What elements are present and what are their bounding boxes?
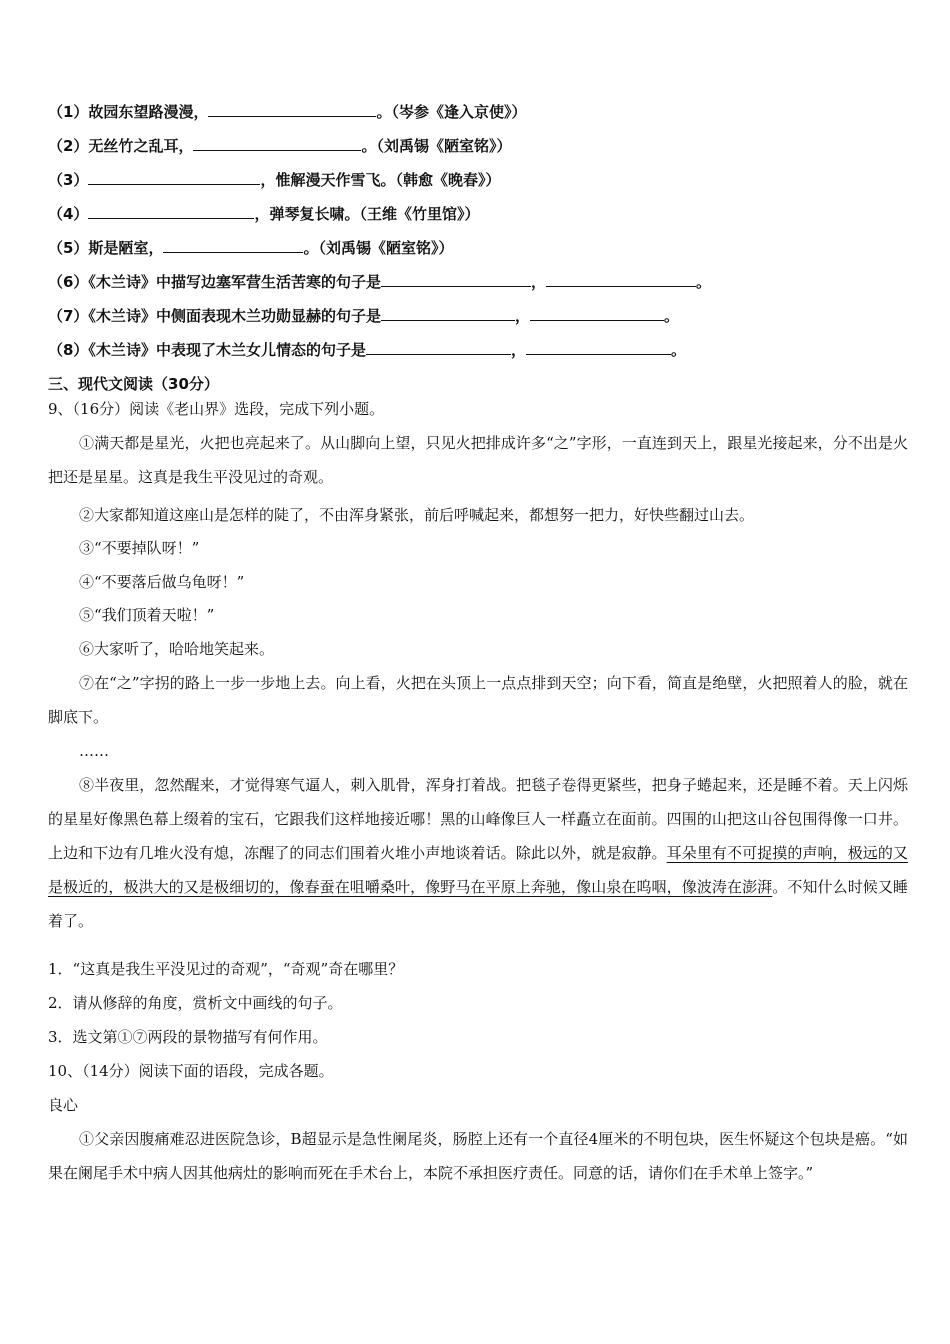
fill-in-text: ， [514, 307, 530, 325]
passage-title: 良心 [48, 1096, 79, 1114]
fill-in-text: 。 [695, 273, 711, 291]
question-9-2: 2．请从修辞的角度，赏析文中画线的句子。 [48, 994, 343, 1012]
question-10-title: 10、（14分）阅读下面的语段，完成各题。 [48, 1062, 334, 1080]
answer-blank[interactable] [530, 306, 664, 321]
fill-in-item-3 [48, 169, 500, 191]
fill-in-item-1 [48, 101, 526, 123]
answer-blank[interactable] [526, 340, 671, 355]
answer-blank[interactable] [163, 238, 303, 253]
fill-in-text: （3） [48, 171, 89, 189]
passage-paragraph-5: ⑤“我们顶着天啦！” [79, 606, 215, 624]
fill-in-text: 。（岑参《逢入京使》） [376, 103, 527, 121]
passage-paragraph-3: ③“不要掉队呀！” [79, 539, 200, 557]
fill-in-text: （4） [48, 205, 89, 223]
answer-blank[interactable] [366, 340, 511, 355]
answer-blank[interactable] [208, 102, 376, 117]
fill-in-item-7 [48, 305, 679, 327]
fill-in-item-8 [48, 339, 686, 361]
passage-paragraph-7: ⑦在“之”字拐的路上一步一步地上去。向上看，火把在头顶上一点点排到天空；向下看，简直是绝壁，火把照着人的脸，就在脚底下。 [48, 674, 908, 726]
fill-in-text: （7）《木兰诗》中侧面表现木兰功勋显赫的句子是 [48, 307, 381, 325]
answer-blank[interactable] [193, 136, 361, 151]
passage-paragraph-4: ④“不要落后做乌龟呀！” [79, 573, 245, 591]
question-9-1: 1．“这真是我生平没见过的奇观”，“奇观”奇在哪里？ [48, 960, 404, 978]
fill-in-text: 。（刘禹锡《陋室铭》） [303, 239, 454, 257]
passage-paragraph-6: ⑥大家听了，哈哈地笑起来。 [79, 640, 275, 658]
fill-in-text: ， [510, 341, 526, 359]
answer-blank[interactable] [88, 204, 254, 219]
passage-10-paragraph-1: ①父亲因腹痛难忍进医院急诊，B超显示是急性阑尾炎，肠腔上还有一个直径4厘米的不明包块，医生怀疑这个包块是癌。“如果在阑尾手术中病人因其他病灶的影响而死在手术台上，本院不承担医疗责任。同意的话，请你们在手术单上签字。” [48, 1130, 908, 1182]
passage-paragraph-8 [48, 768, 908, 938]
fill-in-text: ， [530, 273, 546, 291]
question-9-title: 9、（16分）阅读《老山界》选段，完成下列小题。 [48, 400, 385, 418]
passage-ellipsis: …… [79, 742, 109, 760]
answer-blank[interactable] [88, 170, 260, 185]
section-title: 三、现代文阅读（30分） [48, 375, 219, 393]
paragraph-text: ⑧半夜里，忽然醒来，才觉得寒气逼人，刺入肌骨，浑身打着战。把毯子卷得更紧些，把身子蜷起来，还是睡不着。天上闪烁的星星好像黑色幕上缀着的宝石，它跟我们这样地接近哪！黑的山峰像巨人一样矗立在面前。四围的山把这山谷包围得像一口井。上边和下边有几堆火没有熄，冻醒了的同志们围着火堆小声地谈着话。除此以外，就是寂静。 [48, 776, 908, 862]
passage-paragraph-2: ②大家都知道这座山是怎样的陡了，不由浑身紧张，前后呼喊起来，都想努一把力，好快些翻过山去。 [79, 506, 755, 524]
fill-in-text: 。 [670, 341, 686, 359]
fill-in-text: （2）无丝竹之乱耳， [48, 137, 194, 155]
fill-in-text: （6）《木兰诗》中描写边塞军营生活苦寒的句子是 [48, 273, 381, 291]
fill-in-text: ，弹琴复长啸。（王维《竹里馆》） [254, 205, 480, 223]
fill-in-text: （8）《木兰诗》中表现了木兰女儿情态的句子是 [48, 341, 366, 359]
fill-in-text: 。（刘禹锡《陋室铭》） [361, 137, 512, 155]
question-9-3: 3．选文第①⑦两段的景物描写有何作用。 [48, 1028, 328, 1046]
underlined-sentence: 耳朵里有不可捉摸的声响，极远的又是极近的，极洪大的又是极细切的，像春蚕在咀嚼桑叶，像野马在平原上奔驰，像山泉在呜咽，像波涛在澎湃 [48, 844, 908, 896]
passage-paragraph-1: ①满天都是星光，火把也亮起来了。从山脚向上望，只见火把排成许多“之”字形，一直连到天上，跟星光接起来，分不出是火把还是星星。这真是我生平没见过的奇观。 [48, 434, 908, 486]
answer-blank[interactable] [381, 272, 531, 287]
fill-in-text: ，惟解漫天作雪飞。（韩愈《晚春》） [260, 171, 501, 189]
fill-in-item-2 [48, 135, 511, 157]
fill-in-item-6 [48, 271, 711, 293]
fill-in-item-5 [48, 237, 453, 259]
fill-in-text: （1）故园东望路漫漫， [48, 103, 209, 121]
answer-blank[interactable] [381, 306, 515, 321]
fill-in-text: （5）斯是陋室， [48, 239, 164, 257]
answer-blank[interactable] [546, 272, 696, 287]
fill-in-text: 。 [663, 307, 679, 325]
paragraph-text: 。不知什么时候又睡着了。 [48, 878, 908, 930]
fill-in-item-4 [48, 203, 479, 225]
